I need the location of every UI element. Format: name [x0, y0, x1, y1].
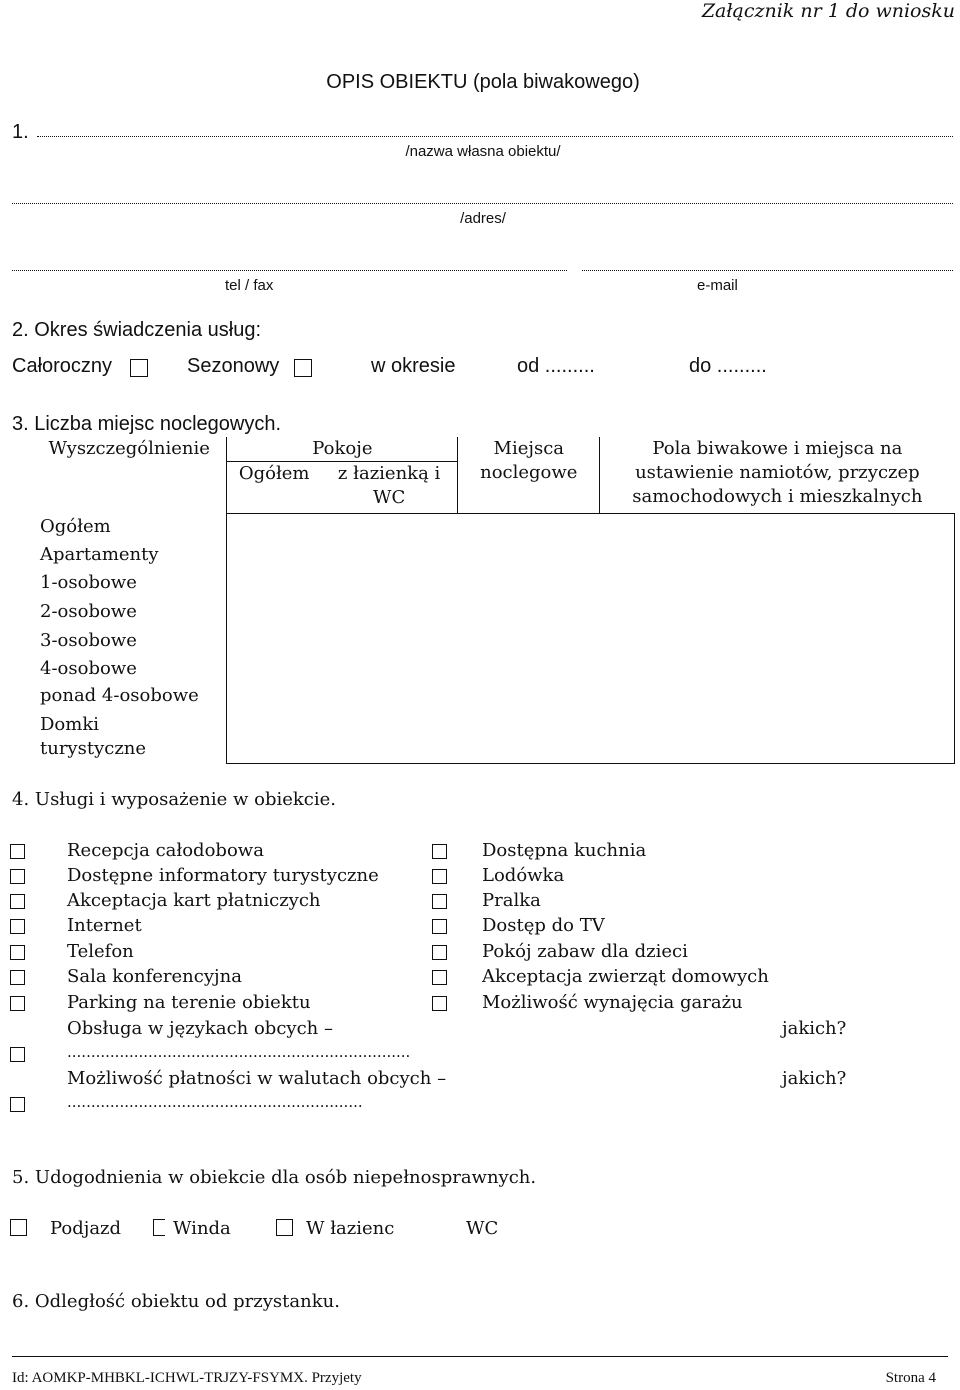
facility-wc: WC — [466, 1218, 499, 1239]
period-label: w okresie — [371, 355, 456, 377]
row-label-total: Ogółem — [40, 515, 111, 537]
service-phone: Telefon — [67, 941, 134, 962]
checkbox-pets[interactable] — [432, 970, 447, 985]
section1-number: 1. — [12, 121, 29, 143]
checkbox-fridge[interactable] — [432, 869, 447, 884]
seasonal-label: Sezonowy — [187, 355, 280, 377]
footer-rule — [12, 1356, 948, 1357]
checkbox-garage[interactable] — [432, 996, 447, 1011]
currency-which: jakich? — [782, 1068, 847, 1089]
facility-bathroom: W łazienc — [306, 1218, 395, 1239]
checkbox-tv[interactable] — [432, 919, 447, 934]
checkbox-internet[interactable] — [10, 919, 25, 934]
checkbox-reception[interactable] — [10, 844, 25, 859]
col-header-rooms-bath: z łazienką i WC — [321, 462, 458, 514]
service-tv: Dostęp do TV — [482, 915, 605, 936]
checkbox-kitchen[interactable] — [432, 844, 447, 859]
footer-page-number: Strona 4 — [885, 1370, 936, 1386]
service-pets: Akceptacja zwierząt domowych — [482, 966, 769, 987]
facility-ramp: Podjazd — [50, 1218, 122, 1239]
col-header-rooms: Pokoje — [227, 437, 458, 462]
checkbox-ramp[interactable] — [10, 1219, 27, 1236]
service-fridge: Lodówka — [482, 865, 565, 886]
service-internet: Internet — [67, 915, 142, 936]
service-kids-room: Pokój zabaw dla dzieci — [482, 941, 688, 962]
languages-input[interactable]: ........................................................................ — [67, 1043, 411, 1061]
checkbox-parking[interactable] — [10, 996, 25, 1011]
accommodation-table — [32, 437, 955, 764]
checkbox-elevator[interactable] — [153, 1219, 165, 1236]
col-header-spec: Wyszczególnienie — [32, 437, 227, 514]
section2-heading: 2. Okres świadczenia usług: — [12, 319, 262, 341]
service-reception: Recepcja całodobowa — [67, 840, 264, 861]
row-label-quad: 4-osobowe — [40, 657, 137, 679]
checkbox-bathroom[interactable] — [276, 1219, 293, 1236]
row-label-double: 2-osobowe — [40, 600, 137, 622]
currency-label: Możliwość płatności w walutach obcych – — [67, 1068, 447, 1089]
checkbox-kids-room[interactable] — [432, 945, 447, 960]
checkbox-tourist-info[interactable] — [10, 869, 25, 884]
checkbox-phone[interactable] — [10, 945, 25, 960]
object-name-hint: /nazwa własna obiektu/ — [405, 143, 561, 160]
service-tourist-info: Dostępne informatory turystyczne — [67, 865, 379, 886]
checkbox-conference[interactable] — [10, 970, 25, 985]
row-label-triple: 3-osobowe — [40, 629, 137, 651]
address-hint: /adres/ — [460, 210, 506, 227]
to-field[interactable]: do ......... — [689, 355, 767, 377]
service-conference: Sala konferencyjna — [67, 966, 242, 987]
col-header-beds: Miejsca noclegowe — [458, 437, 600, 514]
email-line[interactable] — [582, 270, 953, 271]
service-washer: Pralka — [482, 890, 541, 911]
service-cards: Akceptacja kart płatniczych — [67, 890, 321, 911]
from-field[interactable]: od ......... — [517, 355, 595, 377]
address-line[interactable] — [12, 203, 953, 204]
col-header-rooms-total: Ogółem — [238, 463, 310, 484]
col-header-camping: Pola biwakowe i miejsca na ustawienie namiotów, przyczep samochodowych i mieszkalnych — [632, 438, 923, 507]
section6-heading: 6. Odległość obiektu od przystanku. — [12, 1291, 340, 1312]
service-kitchen: Dostępna kuchnia — [482, 840, 647, 861]
object-name-line[interactable] — [37, 136, 953, 137]
footer-id: Id: AOMKP-MHBKL-ICHWL-TRJZY-FSYMX. Przyjety — [12, 1370, 362, 1386]
email-hint: e-mail — [697, 277, 738, 294]
service-parking: Parking na terenie obiektu — [67, 992, 311, 1013]
row-label-single: 1-osobowe — [40, 571, 137, 593]
seasonal-checkbox[interactable] — [294, 359, 312, 377]
section4-heading: 4. Usługi i wyposażenie w obiekcie. — [12, 789, 336, 810]
row-label-cabins: Domki turystyczne — [40, 713, 147, 759]
year-round-checkbox[interactable] — [130, 359, 148, 377]
checkbox-cards[interactable] — [10, 894, 25, 909]
page-title: OPIS OBIEKTU (pola biwakowego) — [326, 71, 640, 93]
section5-heading: 5. Udogodnienia w obiekcie dla osób niepełnosprawnych. — [12, 1167, 537, 1188]
row-label-over-quad: ponad 4-osobowe — [40, 684, 199, 706]
currency-input[interactable]: .............................................................. — [67, 1093, 363, 1111]
checkbox-washer[interactable] — [432, 894, 447, 909]
facility-elevator: Winda — [173, 1218, 231, 1239]
row-label-apartments: Apartamenty — [40, 543, 159, 565]
year-round-label: Całoroczny — [12, 355, 113, 377]
checkbox-languages[interactable] — [10, 1047, 25, 1062]
phone-line[interactable] — [12, 270, 567, 271]
checkbox-currency[interactable] — [10, 1097, 25, 1112]
service-garage: Możliwość wynajęcia garażu — [482, 992, 743, 1013]
phone-hint: tel / fax — [225, 277, 274, 294]
languages-which: jakich? — [782, 1018, 847, 1039]
section3-heading: 3. Liczba miejsc noclegowych. — [12, 413, 282, 435]
languages-label: Obsługa w językach obcych – — [67, 1018, 333, 1039]
attachment-label: Załącznik nr 1 do wniosku — [701, 0, 955, 22]
data-entry-area[interactable] — [227, 514, 955, 764]
